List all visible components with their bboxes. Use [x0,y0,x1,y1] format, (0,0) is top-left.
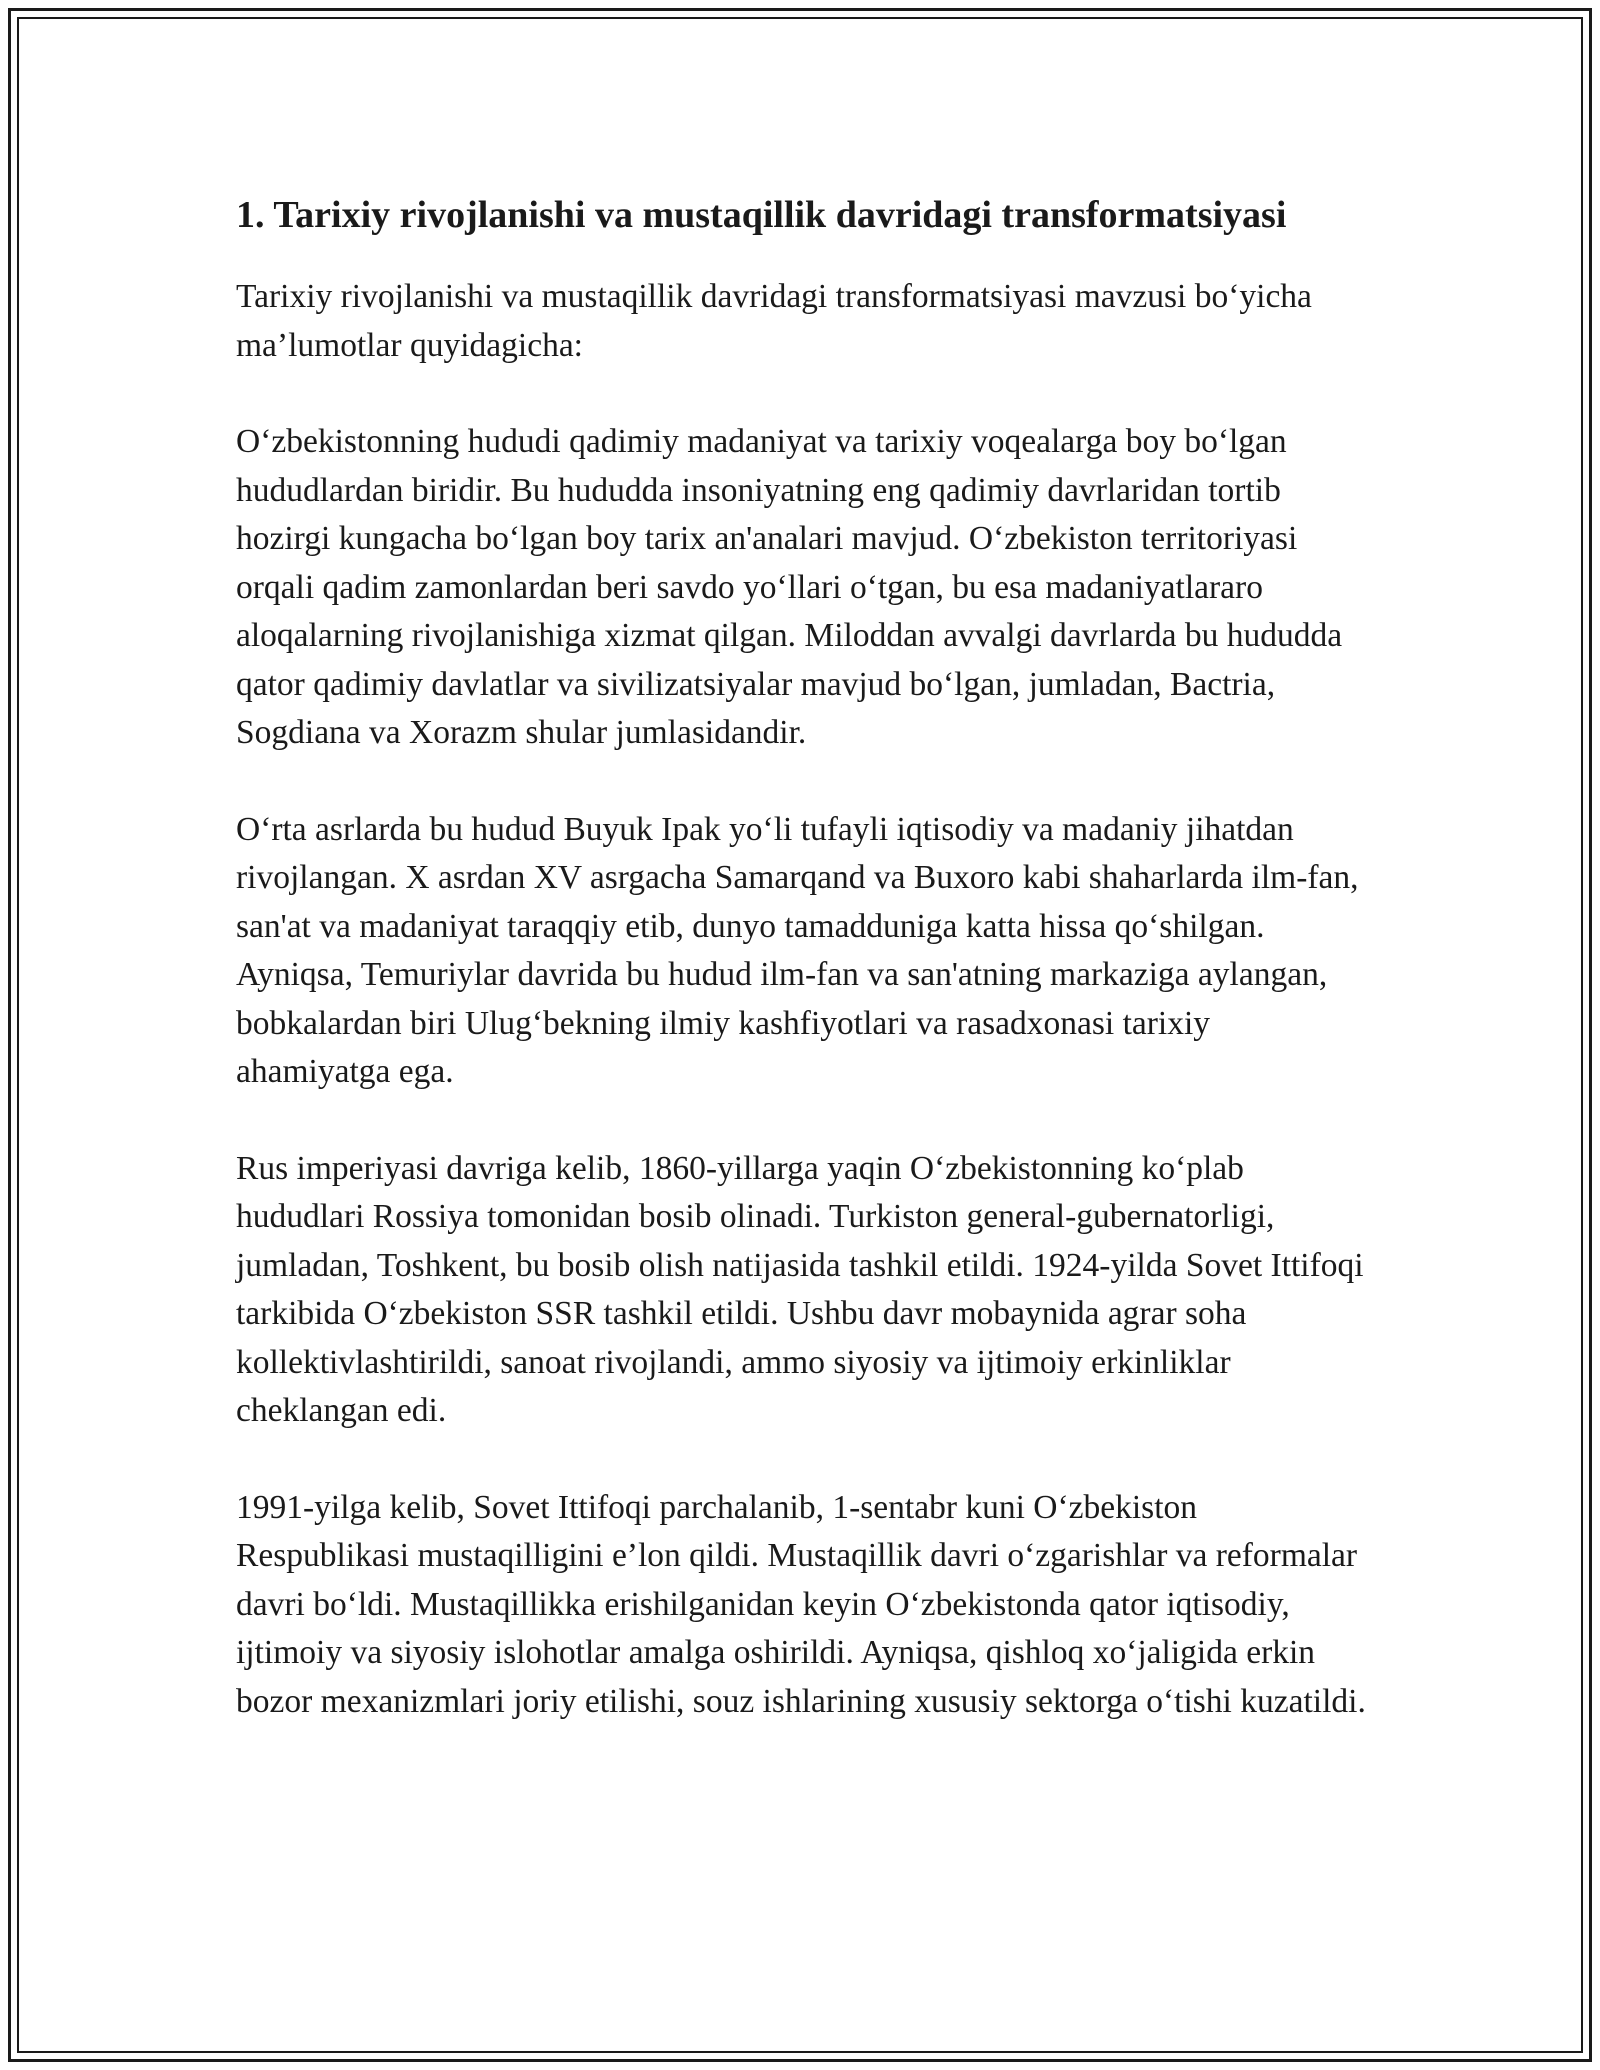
paragraph-russian-soviet-era: Rus imperiyasi davriga kelib, 1860-yillarga yaqin O‘zbekistonning ko‘plab hududlari Rossiya tomonidan bosib olinadi. Turkiston general-gubernatorligi, jumladan, Toshkent, bu bosib olish natijasida tashkil etildi. 1924-yilda Sovet Ittifoqi tarkibida O‘zbekiston SSR tashkil etildi. Ushbu davr mobaynida agrar soha kollektivlashtirildi, sanoat rivojlandi, ammo siyosiy va ijtimoiy erkinliklar cheklangan edi. [236,1149,1364,1429]
section-heading: 1. Tarixiy rivojlanishi va mustaqillik davridagi transformatsiyasi [236,194,1287,236]
paragraph-middle-ages: O‘rta asrlarda bu hudud Buyuk Ipak yo‘li tufayli iqtisodiy va madaniy jihatdan rivojlangan. X asrdan XV asrgacha Samarqand va Buxoro kabi shaharlarda ilm-fan, san'at va madaniyat taraqqiy etib, dunyo tamadduniga katta hissa qo‘shilgan. Ayniqsa, Temuriylar davrida bu hudud ilm-fan va san'atning markaziga aylangan, bobkalardan biri Ulug‘bekning ilmiy kashfiyotlari va rasadxonasi tarixiy ahamiyatga ega. [236,810,1359,1090]
paragraph-independence: 1991-yilga kelib, Sovet Ittifoqi parchalanib, 1-sentabr kuni O‘zbekiston Respublikasi mustaqilligini e’lon qildi. Mustaqillik davri o‘zgarishlar va reformalar davri bo‘ldi. Mustaqillikka erishilganidan keyin O‘zbekistonda qator iqtisodiy, ijtimoiy va siyosiy islohotlar amalga oshirildi. Ayniqsa, qishloq xo‘jaligida erkin bozor mexanizmlari joriy etilishi, souz ishlarining xususiy sektorga o‘tishi kuzatildi. [236,1488,1366,1720]
paragraph-ancient-history: O‘zbekistonning hududi qadimiy madaniyat va tarixiy voqealarga boy bo‘lgan hududlardan biridir. Bu hududda insoniyatning eng qadimiy davrlaridan tortib hozirgi kungacha bo‘lgan boy tarix an'analari mavjud. O‘zbekiston territoriyasi orqali qadim zamonlardan beri savdo yo‘llari o‘tgan, bu esa madaniyatlararo aloqalarning rivojlanishiga xizmat qilgan. Miloddan avvalgi davrlarda bu hududda qator qadimiy davlatlar va sivilizatsiyalar mavjud bo‘lgan, jumladan, Bactria, Sogdiana va Xorazm shular jumlasidandir. [236,423,1343,751]
document-body [236,188,1366,1774]
paragraph-intro: Tarixiy rivojlanishi va mustaqillik davridagi transformatsiyasi mavzusi bo‘yicha ma’lumotlar quyidagicha: [236,278,1312,364]
